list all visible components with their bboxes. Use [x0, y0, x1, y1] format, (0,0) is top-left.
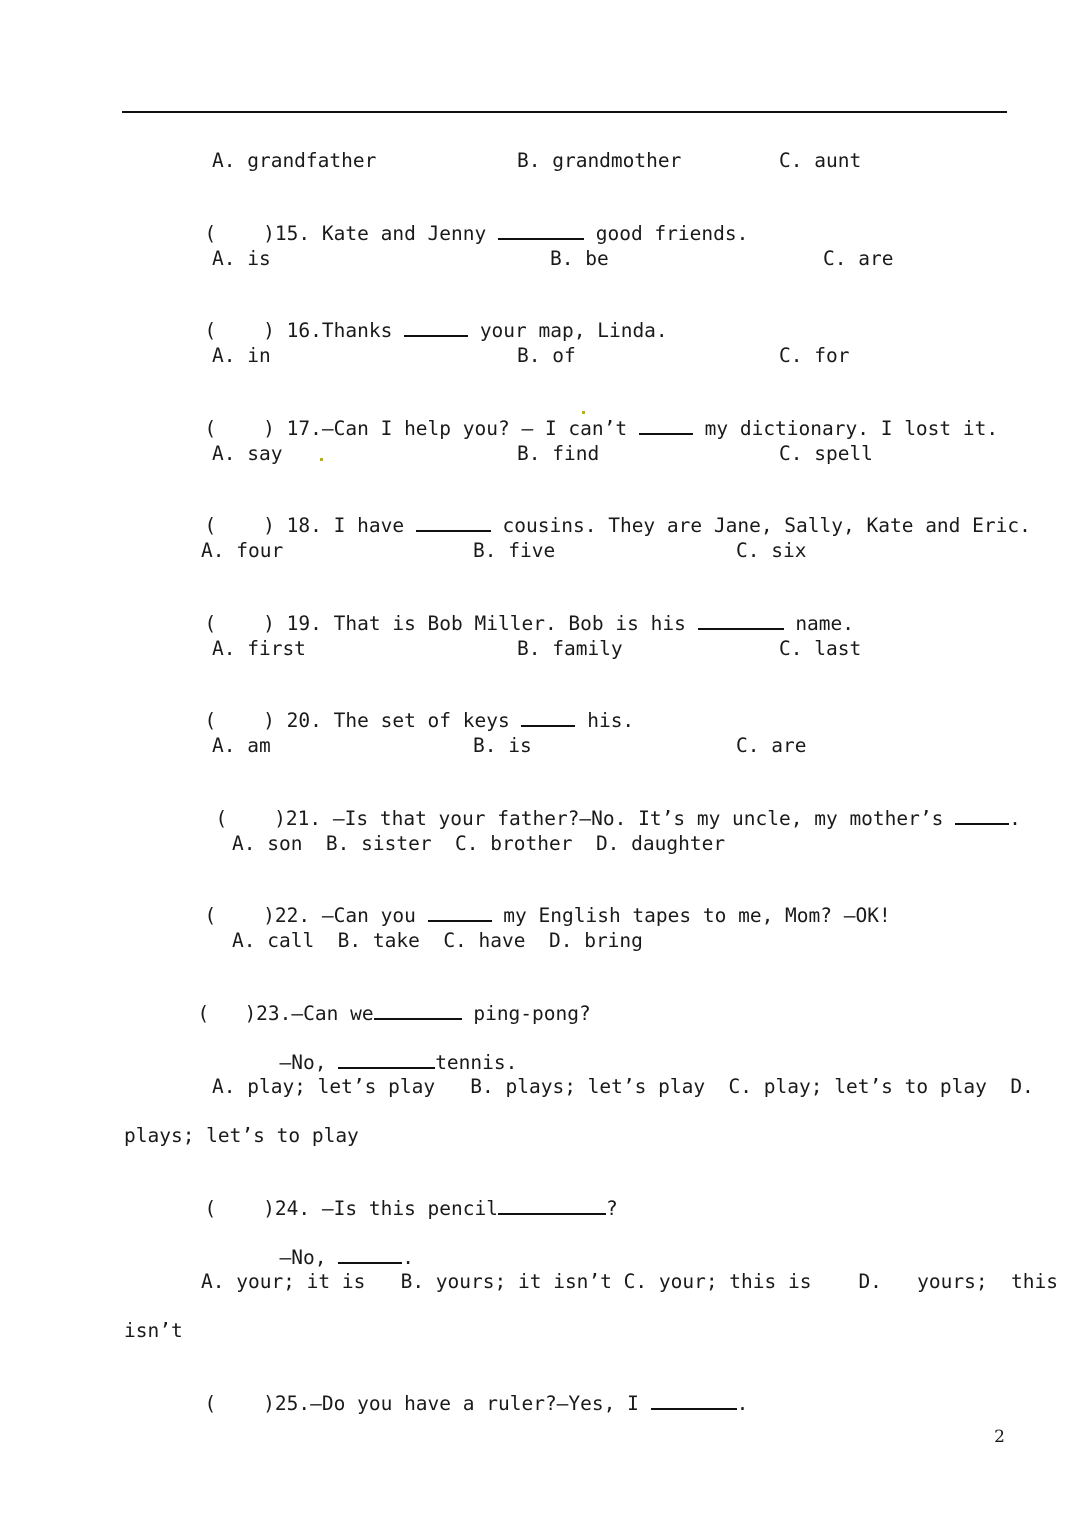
question-18 [181, 490, 1031, 538]
question-text: ( )21. —Is that your father?—No. It’s my uncle, my mother’s [215, 807, 956, 830]
option-b: B. grandmother [517, 149, 682, 172]
question-text: ( ) 19. That is Bob Miller. Bob is his [204, 612, 698, 635]
question-15 [181, 198, 748, 246]
option-c: C. are [736, 734, 807, 757]
reply-text: —No, [279, 1051, 339, 1074]
option-c: C. are [823, 247, 894, 270]
question-text: ( ) 20. The set of keys [204, 709, 522, 732]
option-b: B. be [550, 247, 609, 270]
reply-text: —No, [279, 1246, 339, 1269]
question-text-end: good friends. [583, 222, 749, 245]
question-24 [181, 1173, 618, 1221]
question-text-end: your map, Linda. [468, 319, 668, 342]
option-a: A. first [212, 637, 306, 660]
question-text: ( ) 17.—Can I help you? — I can’t [204, 417, 639, 440]
options-row-continued: isn’t [124, 1319, 183, 1342]
question-text-end: my dictionary. I lost it. [692, 417, 999, 440]
option-a: A. is [212, 247, 271, 270]
option-b: B. find [517, 442, 600, 465]
option-c: C. six [736, 539, 807, 562]
answer-blank [639, 419, 693, 435]
question-text-end: ping-pong? [461, 1002, 591, 1025]
answer-blank [521, 711, 575, 727]
question-21 [192, 783, 1021, 831]
question-text-end: . [1009, 807, 1021, 830]
question-22 [181, 880, 891, 928]
options-row: A. call B. take C. have D. bring [232, 929, 643, 952]
question-text-end: name. [783, 612, 855, 635]
dialogue-reply [256, 1027, 517, 1075]
question-text-end: his. [575, 709, 635, 732]
option-a: A. four [201, 539, 284, 562]
question-16 [181, 295, 668, 343]
option-a: A. say [212, 442, 283, 465]
question-text: ( ) 16.Thanks [204, 319, 405, 342]
question-17 [181, 393, 998, 441]
answer-blank [428, 906, 492, 922]
question-text: ( )25.—Do you have a ruler?—Yes, I [204, 1392, 651, 1415]
question-text: ( )24. —Is this pencil [204, 1197, 498, 1220]
options-row: A. play; let’s play B. plays; let’s play C. play; let’s to play D. [212, 1075, 1034, 1098]
option-b: B. family [517, 637, 623, 660]
answer-blank [698, 614, 784, 630]
question-25 [181, 1368, 748, 1416]
question-20 [181, 685, 634, 733]
option-c: C. last [779, 637, 862, 660]
options-row: A. your; it is B. yours; it isn’t C. your; this is D. yours; this [201, 1270, 1059, 1293]
option-c: C. aunt [779, 149, 862, 172]
dialogue-reply [256, 1222, 414, 1270]
option-a: A. am [212, 734, 271, 757]
question-text-end: cousins. They are Jane, Sally, Kate and Eric. [490, 514, 1031, 537]
option-c: C. for [779, 344, 850, 367]
question-text-end: my English tapes to me, Mom? —OK! [491, 904, 891, 927]
question-text: ( )15. Kate and Jenny [204, 222, 498, 245]
page-number: 2 [994, 1427, 1005, 1447]
option-b: B. of [517, 344, 576, 367]
answer-blank [404, 321, 468, 337]
answer-blank [416, 516, 491, 532]
answer-blank [338, 1248, 402, 1264]
header-rule [122, 111, 1007, 113]
option-b: B. five [473, 539, 556, 562]
question-text: ( ) 18. I have [204, 514, 416, 537]
answer-blank [651, 1394, 737, 1410]
answer-blank [955, 809, 1009, 825]
option-a: A. in [212, 344, 271, 367]
answer-blank [338, 1053, 435, 1069]
reply-text-end: tennis. [435, 1051, 518, 1074]
question-text: ( )23.—Can we [197, 1002, 374, 1025]
speck-mark [320, 458, 323, 461]
speck-mark [582, 411, 585, 414]
question-text-end: . [736, 1392, 749, 1415]
reply-text-end: . [402, 1246, 414, 1269]
answer-blank [374, 1004, 462, 1020]
question-19 [181, 588, 854, 636]
question-text: ( )22. —Can you [204, 904, 428, 927]
option-c: C. spell [779, 442, 873, 465]
option-b: B. is [473, 734, 532, 757]
option-a: A. grandfather [212, 149, 377, 172]
options-row-continued: plays; let’s to play [124, 1124, 359, 1147]
question-23 [174, 978, 591, 1026]
answer-blank [498, 1199, 606, 1215]
options-row: A. son B. sister C. brother D. daughter [232, 832, 726, 855]
answer-blank [498, 224, 584, 240]
question-text-end: ? [605, 1197, 618, 1220]
